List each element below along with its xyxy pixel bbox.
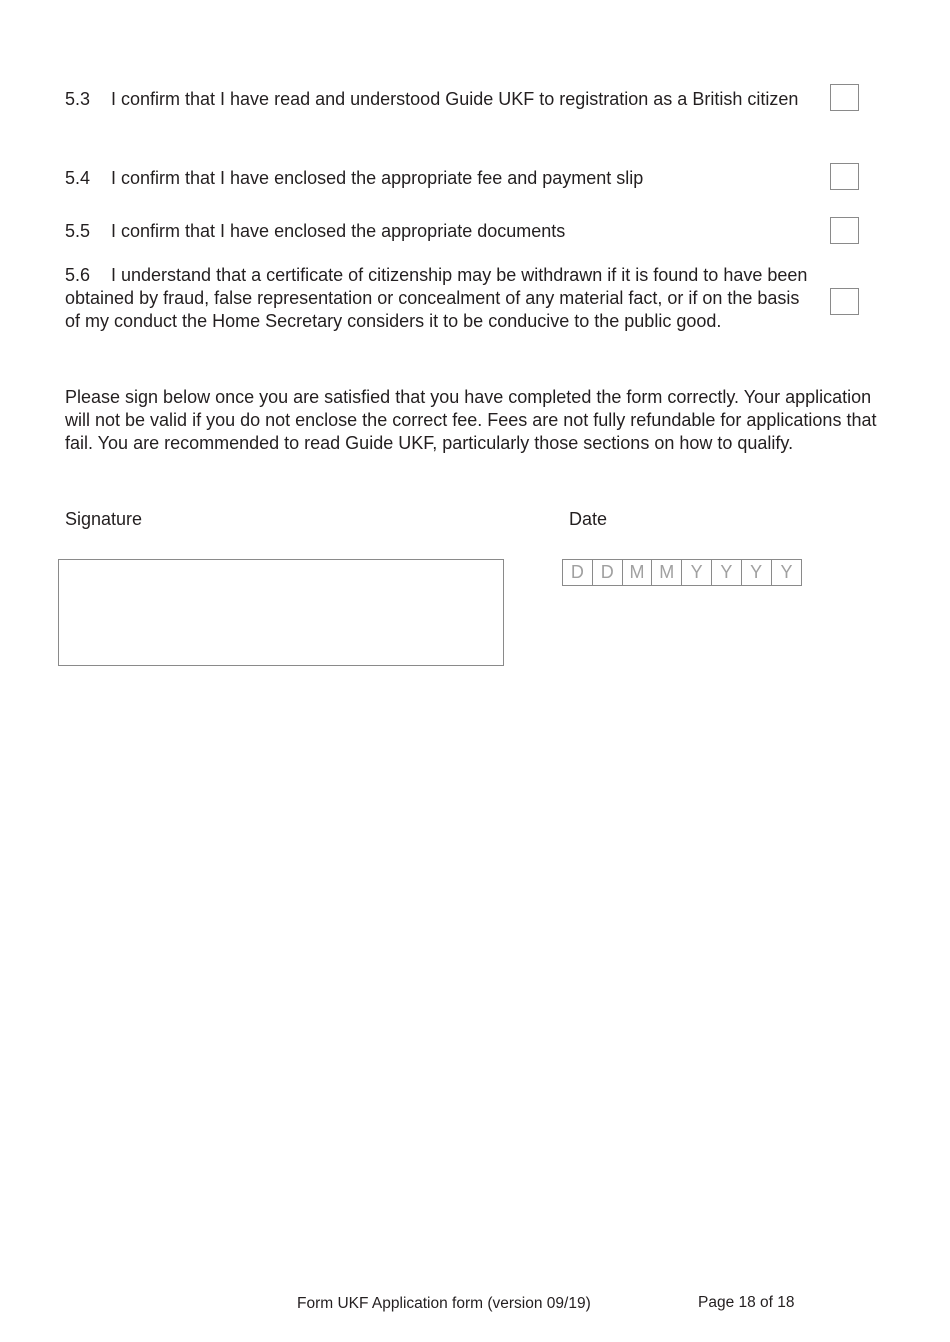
declaration-5-6	[65, 264, 815, 333]
declaration-5-4-checkbox[interactable]	[830, 163, 859, 190]
date-day-digit[interactable]: D	[593, 560, 623, 585]
date-year-digit[interactable]: Y	[682, 560, 712, 585]
footer-page-number: Page 18 of 18	[698, 1294, 795, 1311]
declaration-number: 5.6	[65, 265, 91, 285]
date-year-digit[interactable]: Y	[712, 560, 742, 585]
declaration-number: 5.4	[65, 168, 91, 188]
declaration-5-3-checkbox[interactable]	[830, 84, 859, 111]
signing-instructions: Please sign below once you are satisfied that you have completed the form correctly. Your application will not be valid if you do not enclose the correct fee. Fees are not fully refundable for applications that fail. You are recommended to read Guide UKF, particularly those sections on how to qualify.	[65, 387, 877, 453]
date-year-digit[interactable]: Y	[742, 560, 772, 585]
declaration-text: I confirm that I have enclosed the appropriate documents	[111, 221, 566, 241]
declaration-text: I understand that a certificate of citizenship may be withdrawn if it is found to have been obtained by fraud, false representation or concealment of any material fact, or if on the basis of my conduct the Home Secretary considers it to be conducive to the public good.	[65, 265, 808, 331]
date-label: Date	[569, 509, 608, 529]
footer-form-name: Form UKF Application form (version 09/19)	[297, 1295, 591, 1312]
declaration-number: 5.5	[65, 221, 91, 241]
declaration-number: 5.3	[65, 89, 91, 109]
date-field	[562, 559, 802, 586]
signature-label: Signature	[65, 509, 143, 529]
declaration-5-5-checkbox[interactable]	[830, 217, 859, 244]
declaration-5-5	[65, 220, 815, 243]
declaration-text: I confirm that I have enclosed the appropriate fee and payment slip	[111, 168, 644, 188]
declaration-5-6-checkbox[interactable]	[830, 288, 859, 315]
date-month-digit[interactable]: M	[623, 560, 653, 585]
signature-field[interactable]	[58, 559, 504, 666]
date-day-digit[interactable]: D	[563, 560, 593, 585]
date-month-digit[interactable]: M	[652, 560, 682, 585]
declaration-5-3	[65, 88, 815, 111]
declaration-5-4	[65, 167, 815, 190]
date-year-digit[interactable]: Y	[780, 562, 793, 582]
declaration-text: I confirm that I have read and understood Guide UKF to registration as a British citizen	[111, 89, 799, 109]
